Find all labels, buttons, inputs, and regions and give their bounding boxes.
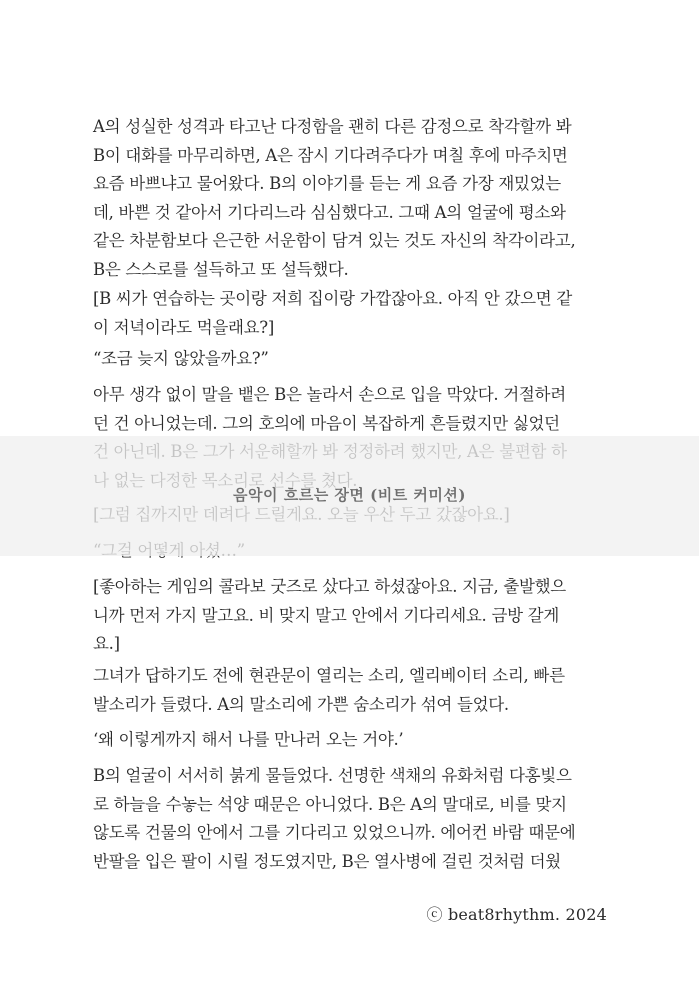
text-line: 요.]	[93, 634, 120, 653]
text-line: ‘왜 이렇게까지 해서 나를 만나러 오는 거야.’	[93, 730, 404, 749]
text-line: 이 저녁이라도 먹을래요?]	[93, 317, 274, 337]
text-line: B의 얼굴이 서서히 붉게 물들었다. 선명한 색채의 유화처럼 다홍빛으	[93, 766, 572, 785]
text-line: 아무 생각 없이 말을 뱉은 B은 놀라서 손으로 입을 막았다. 거절하려	[93, 385, 566, 404]
text-line: [좋아하는 게임의 콜라보 굿즈로 샀다고 하셨잖아요. 지금, 출발했으	[93, 577, 566, 596]
paragraph-narration-4	[93, 762, 607, 876]
scene-caption: 음악이 흐르는 장면 (비트 커미션)	[233, 486, 466, 504]
paragraph-narration-1	[93, 113, 607, 284]
copyright-footer: ⓒ beat8rhythm. 2024	[426, 905, 607, 924]
text-line: [B 씨가 연습하는 곳이랑 저희 집이랑 가깝잖아요. 아직 안 갔으면 같	[93, 289, 572, 308]
text-line: 같은 차분함보다 은근한 서운함이 담겨 있는 것도 자신의 착각이라고,	[93, 231, 576, 250]
text-line: 그녀가 답하기도 전에 현관문이 열리는 소리, 엘리베이터 소리, 빠른	[93, 666, 565, 685]
paragraph-narration-3	[93, 662, 607, 719]
text-line: B이 대화를 마무리하면, A은 잠시 기다려주다가 며칠 후에 마주치면	[93, 145, 568, 165]
paragraph-dialogue-1	[93, 345, 607, 374]
text-line: 반팔을 입은 팔이 시릴 정도였지만, B은 열사병에 걸린 것처럼 더웠	[93, 851, 561, 871]
text-line: 던 건 아니었는데. 그의 호의에 마음이 복잡하게 흔들렸지만 싫었던	[93, 413, 560, 433]
paragraph-message-3	[93, 573, 607, 659]
text-line: A의 성실한 성격과 타고난 다정함을 괜히 다른 감정으로 착각할까 봐	[93, 117, 572, 136]
text-line: 로 하늘을 수놓는 석양 때문은 아니었다. B은 A의 말대로, 비를 맞지	[93, 794, 567, 814]
text-line: 니까 먼저 가지 말고요. 비 맞지 말고 안에서 기다리세요. 금방 갈게	[93, 605, 559, 625]
paragraph-message-1	[93, 285, 607, 342]
text-line: 발소리가 들렸다. A의 말소리에 가쁜 숨소리가 섞여 들었다.	[93, 694, 509, 714]
text-line: 요즘 바쁘냐고 물어왔다. B의 이야기를 듣는 게 요즘 가장 재밌었는	[93, 174, 561, 193]
paragraph-thought	[93, 726, 607, 755]
text-line: 데, 바쁜 것 같아서 기다리느라 심심했다고. 그때 A의 얼굴에 평소와	[93, 202, 566, 222]
text-line: “조금 늦지 않았을까요?”	[93, 349, 269, 368]
text-line: 않도록 건물의 안에서 그를 기다리고 있었으니까. 에어컨 바람 때문에	[93, 823, 576, 842]
text-line: B은 스스로를 설득하고 또 설득했다.	[93, 259, 349, 279]
